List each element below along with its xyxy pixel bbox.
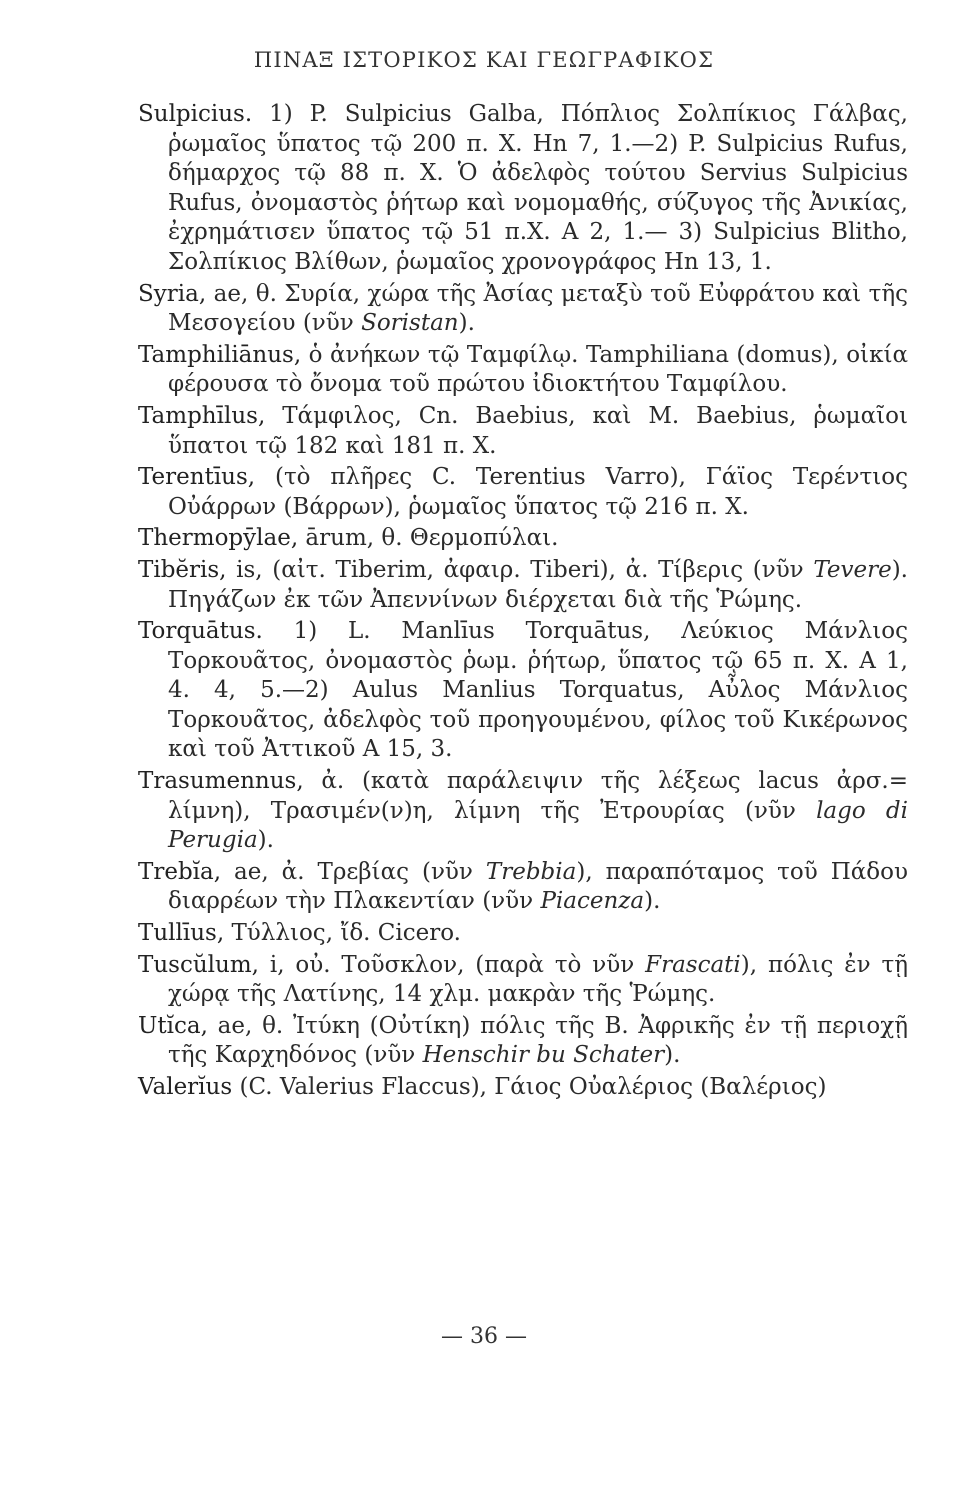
entry-modern-name: Frascati <box>645 951 741 978</box>
running-head: ΠΙΝΑΞ ΙΣΤΟΡΙΚΟΣ ΚΑΙ ΓΕΩΓΡΑΦΙΚΟΣ <box>253 48 715 72</box>
entry-tamphilianus <box>138 341 908 400</box>
entry-modern-name: lago di Perugia <box>168 797 909 854</box>
entry-text: i, οὐ. Τοῦσκλον, (παρὰ τὸ νῦν <box>258 951 646 978</box>
entry-headword: Trebĭa, <box>138 858 222 885</box>
entry-modern-name: Henschir bu Schater <box>422 1042 665 1069</box>
entry-terentius <box>138 463 908 522</box>
entry-text-after: ). <box>257 827 274 854</box>
entry-text-after: ). Πηγάζων ἐκ τῶν Ἀπεννίνων διέρχεται διὰ τῆς Ῥώμης. <box>168 556 908 613</box>
entry-utica <box>138 1012 908 1071</box>
entry-text: 1) P. Sulpicius Galba, Πόπλιος Σολπίκιος Γάλβας, ῥωμαῖος ὕπατος τῷ 200 π. Χ. Hn 7, 1.—2) P. Sulpicius Rufus, δήμαρχος τῷ 88 π. Χ. Ὁ ἀδελφὸς τούτου Servius Sulpicius Rufus, ὀνομαστὸς ῥήτωρ καὶ νομομαθής, σύζυγος τῆς Ἀνικίας, ἐχρημάτισεν ὕπατος τῷ 51 π.Χ. A 2, 1.— 3) Sulpicius Blitho, Σολπίκιος Βλίθων, ῥωμαῖος χρονογράφος Hn 13, 1. <box>168 101 908 275</box>
entry-headword: Syria, <box>138 280 207 307</box>
entry-headword: Tuscŭlum, <box>138 951 259 978</box>
entry-sulpicius <box>138 100 908 278</box>
entry-modern-name: Tevere <box>813 556 892 583</box>
entry-headword: Utĭca, <box>138 1012 208 1039</box>
entry-headword: Sulpicius. <box>138 101 253 127</box>
entry-modern-name: Trebbia <box>485 858 577 885</box>
entry-text-after: ), παραπόταμος τοῦ Πάδου διαρρέων τὴν Πλακεντίαν (νῦν <box>168 858 908 915</box>
entry-tamphilus <box>138 402 908 461</box>
entry-tiberis <box>138 556 908 615</box>
entry-valerius <box>138 1073 908 1103</box>
entry-torquatus <box>138 617 908 765</box>
entry-thermopylae <box>138 524 908 554</box>
entry-text: ὁ ἀνήκων τῷ Ταμφίλῳ. Tamphiliana (domus), οἰκία φέρουσα τὸ ὄνομα τοῦ πρώτου ἰδιοκτήτου Ταμφίλου. <box>168 341 908 398</box>
entry-text-after-2: ). <box>644 888 661 915</box>
entry-modern-name: Soristan <box>361 310 459 337</box>
entry-trebia <box>138 858 908 917</box>
entry-syria <box>138 280 908 339</box>
entry-text: ἀ. (κατὰ παράλειψιν τῆς λέξεως lacus ἀρσ.= λίμνη), Τρασιμέν(ν)η, λίμνη τῆς Ἐτρουρίας (νῦν <box>168 768 908 824</box>
entry-text: 1) L. Manlīus Torquātus, Λεύκιος Μάνλιος Τορκουᾶτος, ὀνομαστὸς ῥωμ. ῥήτωρ, ὕπατος τῷ 65 π. Χ. A 1, 4. 4, 5.—2) Aulus Manlius Torquatus, Αὖλος Μάνλιος Τορκουᾶτος, ἀδελφὸς τοῦ προηγουμένου, φίλος τοῦ Κικέρωνος καὶ τοῦ Ἀττικοῦ A 15, 3. <box>168 618 908 763</box>
entry-trasumennus <box>138 767 908 856</box>
page-number: — 36 — <box>441 1324 527 1349</box>
entry-headword: Tamphiliānus, <box>138 341 302 368</box>
entry-text: is, (αἰτ. Tiberim, ἀφαιρ. Tiberi), ἀ. Τίβερις (νῦν <box>226 556 814 583</box>
entry-text: Τύλλιος, ἴδ. Cicero. <box>224 920 461 947</box>
entry-text-after: ). <box>664 1042 681 1069</box>
entry-text-after: ). <box>458 310 475 337</box>
entry-headword: Trasumennus, <box>138 768 304 795</box>
entry-modern-name-2: Piacenza <box>540 888 645 915</box>
entry-headword: Tibĕris, <box>138 556 227 583</box>
entry-headword: Terentīus, <box>138 464 256 491</box>
entry-text: Τάμφιλος, Cn. Baebius, καὶ M. Baebius, ῥωμαῖοι ὕπατοι τῷ 182 καὶ 181 π. Χ. <box>168 402 908 459</box>
entry-tullius <box>138 919 908 949</box>
index-entries <box>138 100 908 1105</box>
entry-headword: Valerĭus <box>138 1074 233 1100</box>
entry-text: (C. Valerius Flaccus), Γάιος Οὐαλέριος (Βαλέριος) <box>232 1074 827 1100</box>
entry-text: ae, ἀ. Τρεβίας (νῦν <box>221 858 486 885</box>
entry-headword: Tullīus, <box>138 920 225 947</box>
entry-text: ae, θ. Συρία, χώρα τῆς Ἀσίας μεταξὺ τοῦ Εὐφράτου καὶ τῆς Μεσογείου (νῦν <box>168 280 908 337</box>
entry-text-after: ), πόλις ἐν τῇ χώρᾳ τῆς Λατίνης, 14 χλμ. μακρὰν τῆς Ῥώμης. <box>168 951 908 1008</box>
entry-text: ārum, θ. Θερμοπύλαι. <box>298 525 559 552</box>
entry-tusculum <box>138 951 908 1010</box>
entry-headword: Thermopȳlae, <box>138 525 299 552</box>
entry-headword: Torquātus. <box>138 618 263 645</box>
entry-text: (τὸ πλῆρες C. Terentius Varro), Γάϊος Τερέντιος Οὐάρρων (Βάρρων), ῥωμαῖος ὕπατος τῷ 216 π. Χ. <box>168 464 908 520</box>
entry-headword: Tamphīlus, <box>138 402 266 429</box>
entry-text: ae, θ. Ἰτύκη (Οὐτίκη) πόλις τῆς Β. Ἀφρικῆς ἐν τῇ περιοχῇ τῆς Καρχηδόνος (νῦν <box>168 1012 908 1069</box>
